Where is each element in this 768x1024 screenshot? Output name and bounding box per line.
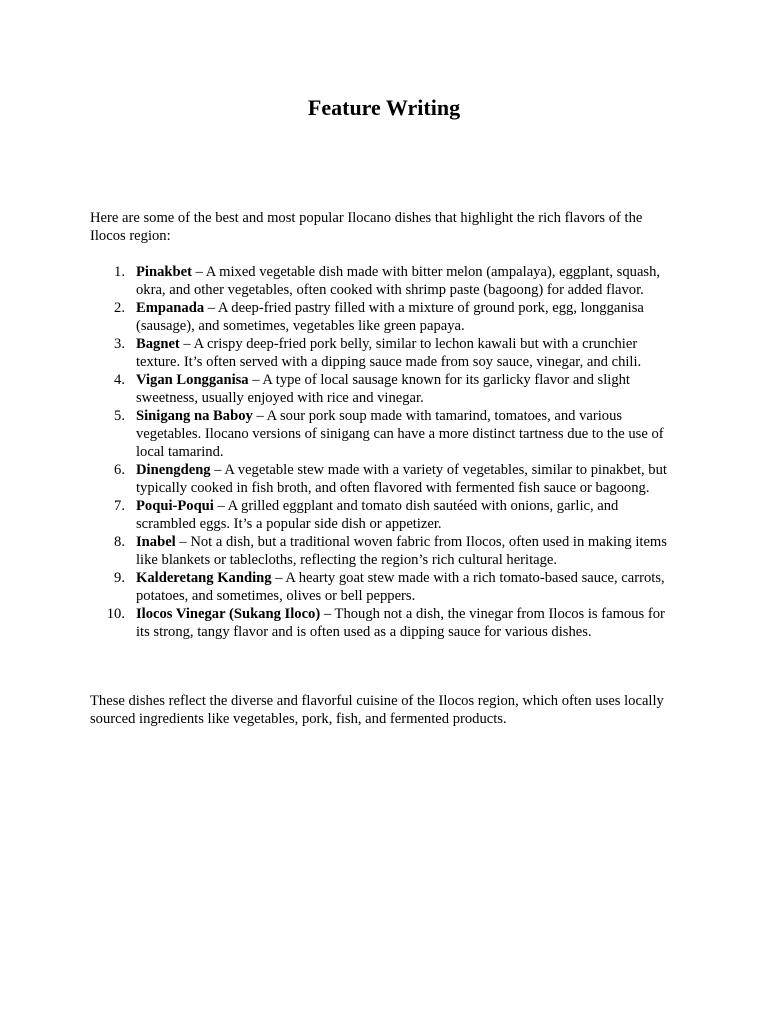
list-item [90,533,680,569]
dish-description: – Not a dish, but a traditional woven fabric from Ilocos, often used in making items like blankets or tablecloths, reflecting the region’s rich cultural heritage. [136,534,667,568]
dish-name: Vigan Longganisa [136,372,249,388]
list-item [90,461,680,497]
dish-name: Pinakbet [136,264,192,280]
dish-description: – A deep-fried pastry filled with a mixture of ground pork, egg, longganisa (sausage), and sometimes, vegetables like green papaya. [136,300,644,334]
dish-name: Inabel [136,534,176,550]
dish-description: – A type of local sausage known for its garlicky flavor and slight sweetness, usually enjoyed with rice and vinegar. [136,372,630,406]
intro-paragraph: Here are some of the best and most popular Ilocano dishes that highlight the rich flavors of the Ilocos region: [90,210,643,244]
dish-description: – A sour pork soup made with tamarind, tomatoes, and various vegetables. Ilocano versions of sinigang can have a more distinct tartness due to the use of local tamarind. [136,408,664,460]
dish-name: Dinengdeng [136,462,211,478]
list-number: 4. [114,372,125,388]
dish-description: – A grilled eggplant and tomato dish sautéed with onions, garlic, and scrambled eggs. It’s a popular side dish or appetizer. [136,498,619,532]
list-item [90,497,680,533]
closing-paragraph: These dishes reflect the diverse and flavorful cuisine of the Ilocos region, which often uses locally sourced ingredients like vegetables, pork, fish, and fermented products. [90,693,664,727]
dish-list [90,263,680,641]
dish-description: – A hearty goat stew made with a rich tomato-based sauce, carrots, potatoes, and sometimes, olives or bell peppers. [136,570,665,604]
list-number: 3. [114,336,125,352]
list-item [90,371,680,407]
dish-name: Kalderetang Kanding [136,570,272,586]
dish-name: Empanada [136,300,205,316]
dish-name: Poqui-Poqui [136,498,214,514]
list-number: 1. [114,264,125,280]
list-number: 8. [114,534,125,550]
dish-description: – A vegetable stew made with a variety of vegetables, similar to pinakbet, but typically cooked in fish broth, and often flavored with fermented fish sauce or bagoong. [136,462,667,496]
dish-name: Sinigang na Baboy [136,408,253,424]
list-number: 5. [114,408,125,424]
list-number: 10. [106,606,125,622]
list-item [90,263,680,299]
dish-name: Bagnet [136,336,180,352]
list-number: 2. [114,300,125,316]
page-title: Feature Writing [307,95,461,120]
list-number: 7. [114,498,125,514]
dish-description: – A crispy deep-fried pork belly, similar to lechon kawali but with a crunchier texture. It’s often served with a dipping sauce made from soy sauce, vinegar, and chili. [136,336,642,370]
dish-description: – Though not a dish, the vinegar from Ilocos is famous for its strong, tangy flavor and is often used as a dipping sauce for various dishes. [136,606,665,640]
list-number: 6. [114,462,125,478]
list-item [90,569,680,605]
dish-description: – A mixed vegetable dish made with bitter melon (ampalaya), eggplant, squash, okra, and other vegetables, often cooked with shrimp paste (bagoong) for added flavor. [136,264,661,298]
list-item [90,299,680,335]
dish-name: Ilocos Vinegar (Sukang Iloco) [136,606,321,622]
list-number: 9. [114,570,125,586]
list-item [90,335,680,371]
list-item [90,605,680,641]
list-item [90,407,680,461]
